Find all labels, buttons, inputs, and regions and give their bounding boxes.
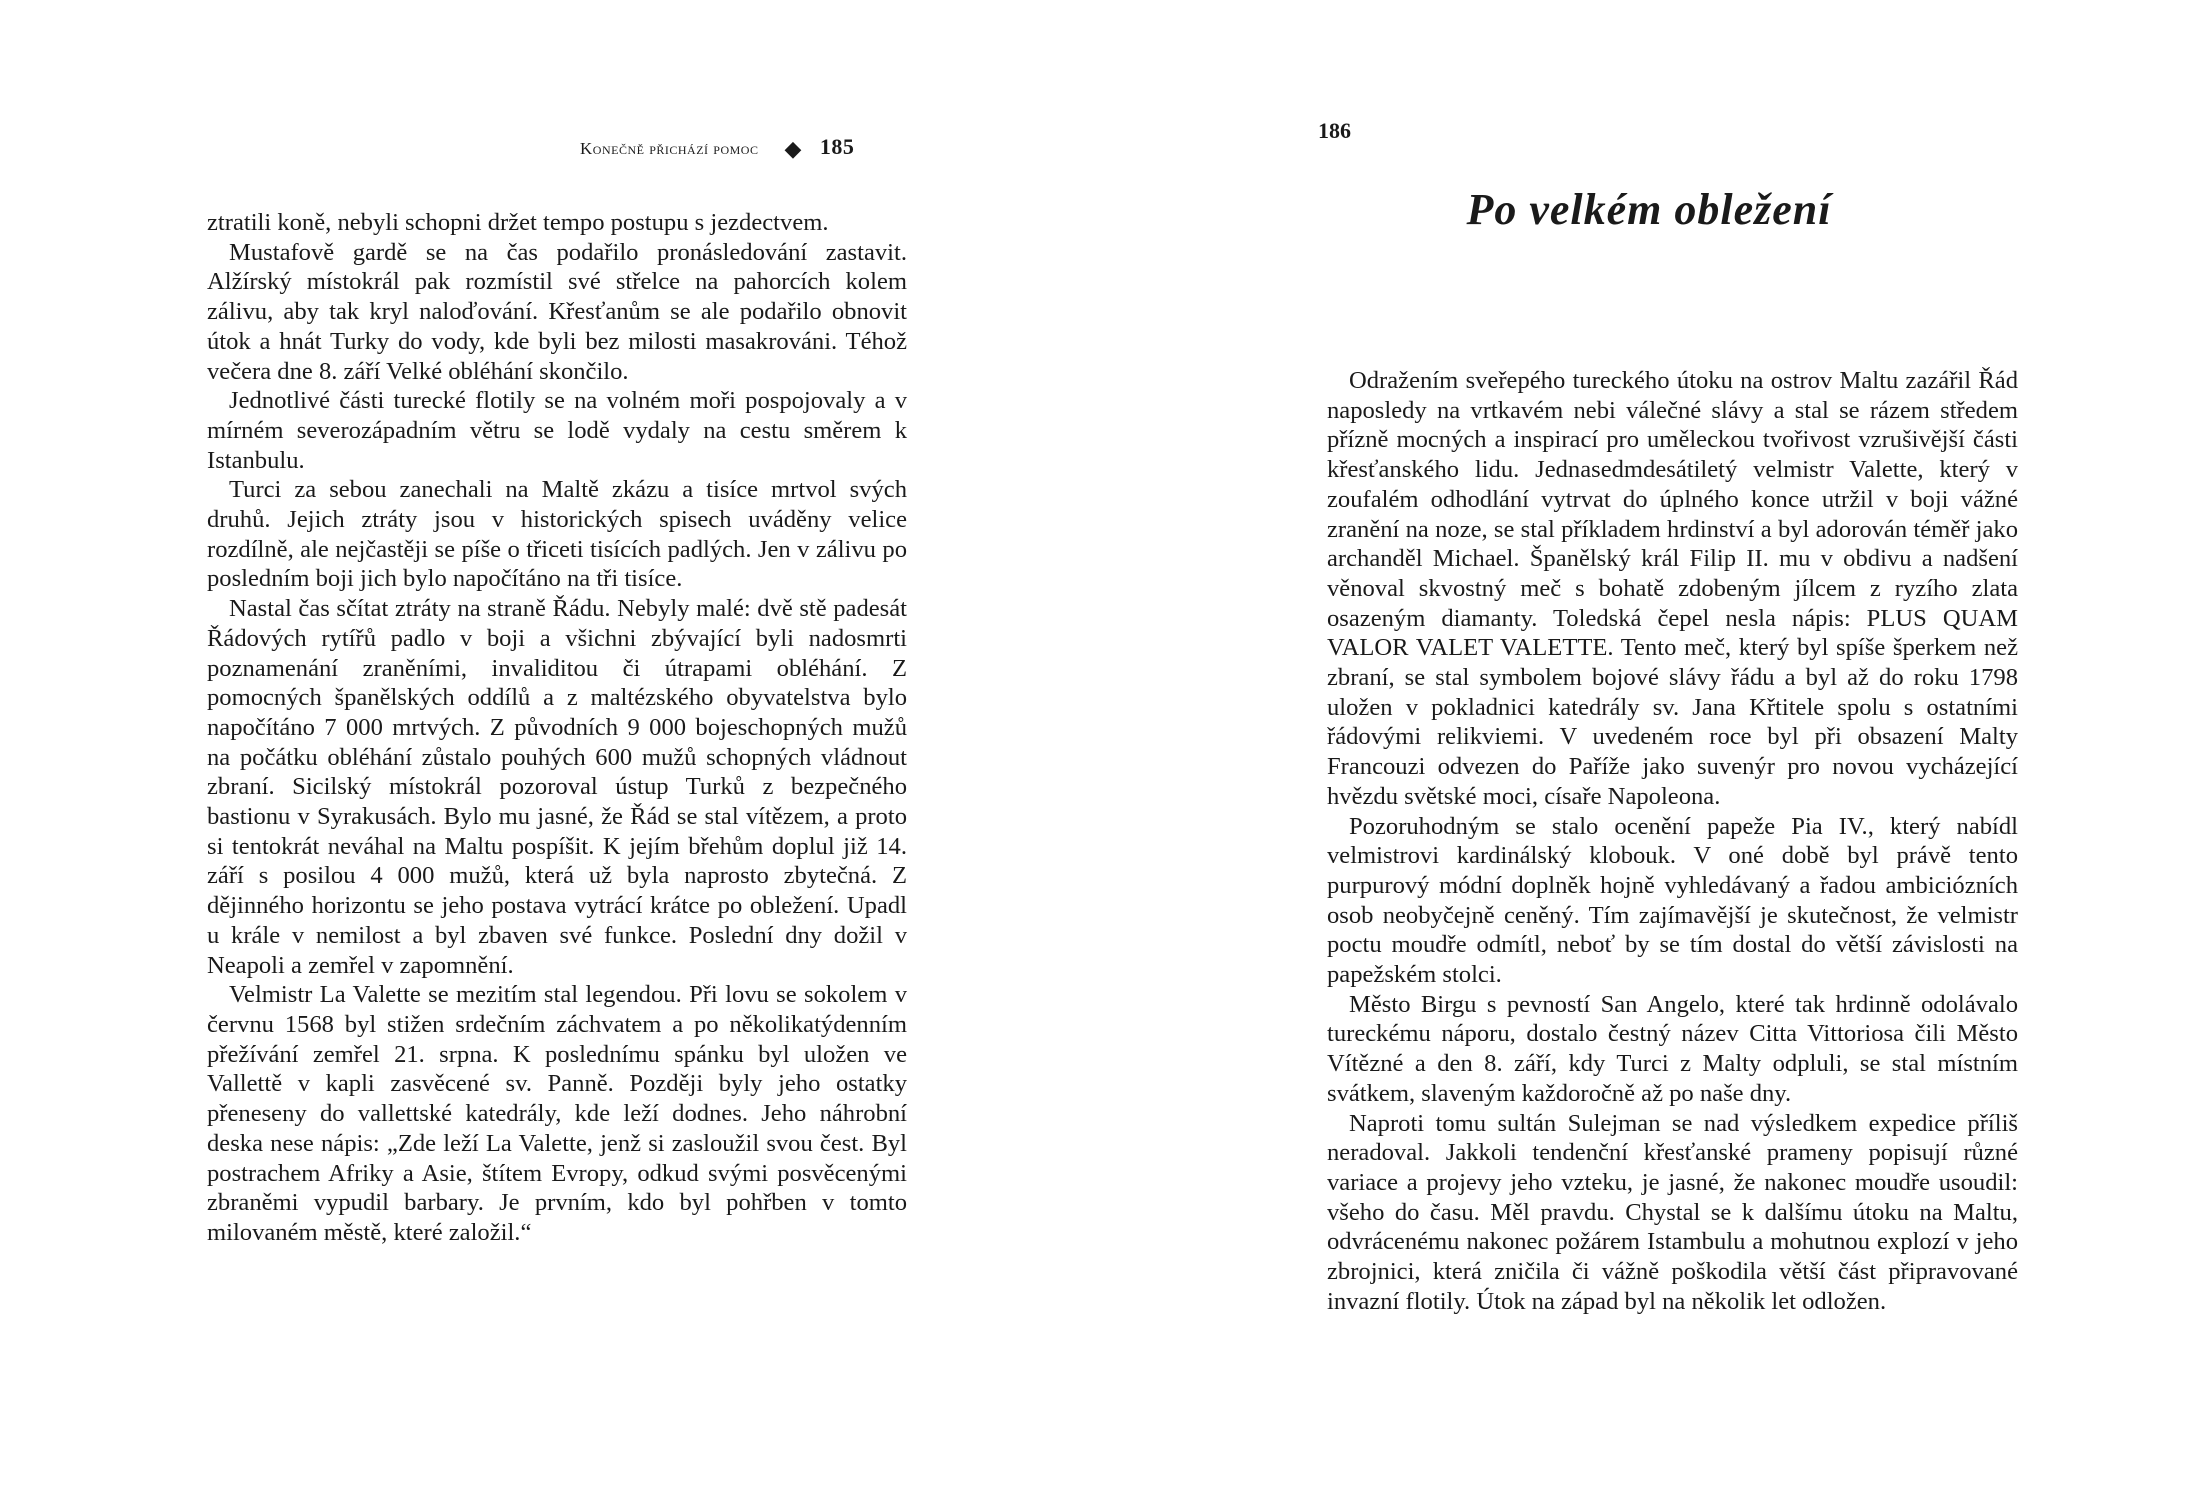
paragraph: Město Birgu s pevností San Angelo, které tak hrdinně odolávalo tureckému náporu, dostalo čestný název Citta Vittoriosa čili Město Vítězné a den 8. září, kdy Turci z Malty odpluli, se stal místním svátkem, slaveným každoročně až po naše dny. bbox=[1327, 990, 2018, 1107]
paragraph: Turci za sebou zanechali na Maltě zkázu a tisíce mrtvol svých druhů. Jejich ztráty jsou v historických spisech uváděny velice rozdílně, ale nejčastěji se píše o třiceti tisících padlých. Jen v zálivu po posledním boji jich bylo napočítáno na tři tisíce. bbox=[207, 476, 907, 593]
paragraph: Velmistr La Valette se mezitím stal legendou. Při lovu se sokolem v červnu 1568 byl stižen srdečním záchvatem a po několikatýdenním přežívání zemřel 21. srpna. K poslednímu spánku byl uložen ve Vallettě v kapli zasvěcené sv. Panně. Později byly jeho ostatky přeneseny do vallettské katedrály, kde leží dodnes. Jeho náhrobní deska nese nápis: „Zde leží La Valette, jenž si zasloužil svou čest. Byl postrachem Afriky a Asie, štítem Evropy, odkud svými posvěcenými zbraněmi vypudil barbary. Je prvním, kdo byl pohřben v tomto milovaném městě, které založil.“ bbox=[207, 981, 907, 1246]
paragraph: Pozoruhodným se stalo ocenění papeže Pia IV., který nabídl velmistrovi kardinálský klobouk. V oné době byl právě tento purpurový módní doplněk hojně vyhledávaný a řadou ambiciózních osob neobyčejně ceněný. Tím zajímavější je skutečnost, že velmistr poctu moudře odmítl, neboť by se tím dostal do větší závislosti na papežském stolci. bbox=[1327, 812, 2018, 989]
paragraph: ztratili koně, nebyli schopni držet tempo postupu s jezdectvem. bbox=[207, 209, 829, 236]
page-number-right: 186 bbox=[1318, 118, 1351, 143]
left-body-text bbox=[207, 208, 907, 1248]
paragraph: Jednotlivé části turecké flotily se na volném moři pospojovaly a v mírném severozápadním větru se lodě vydaly na cestu směrem k Istanbulu. bbox=[207, 387, 907, 474]
page-number-left: 185 bbox=[819, 134, 855, 159]
running-head-title: Konečně přichází pomoc bbox=[580, 139, 759, 158]
diamond-ornament-icon: ◆ bbox=[784, 136, 802, 161]
right-page bbox=[1105, 0, 2210, 1500]
right-body-text bbox=[1327, 366, 2018, 1317]
paragraph: Mustafově gardě se na čas podařilo pronásledování zastavit. Alžírský místokrál pak rozmístil své střelce na pahorcích kolem zálivu, aby tak kryl naloďování. Křesťanům se ale podařilo obnovit útok a hnát Turky do vody, kde byli bez milosti masakrováni. Téhož večera dne 8. září Velké obléhání skončilo. bbox=[207, 238, 907, 385]
chapter-title: Po velkém obležení bbox=[1466, 185, 1832, 234]
paragraph: Nastal čas sčítat ztráty na straně Řádu. Nebyly malé: dvě stě padesát Řádových rytířů padlo v boji a všichni zbývající byli nadosmrti poznamenání zraněními, invaliditou či útrapami obléhání. Z pomocných španělských oddílů a z maltézského obyvatelstva bylo napočítáno 7 000 mrtvých. Z původních 9 000 bojeschopných mužů na počátku obléhání zůstalo pouhých 600 mužů schopných vládnout zbraní. Sicilský místokrál pozoroval ústup Turků z bezpečného bastionu v Syrakusách. Bylo mu jasné, že Řád se stal vítězem, a proto si tentokrát neváhal na Maltu pospíšit. K jejím břehům doplul již 14. září s posilou 4 000 mužů, která už byla naprosto zbytečná. Z dějinného horizontu se jeho postava vytrácí krátce po obležení. Upadl u krále v nemilost a byl zbaven své funkce. Poslední dny dožil v Neapoli a zemřel v zapomnění. bbox=[207, 595, 907, 979]
paragraph: Odražením sveřepého tureckého útoku na ostrov Maltu zazářil Řád naposledy na vrtkavém nebi válečné slávy a stal se rázem středem přízně mocných a inspirací pro uměleckou tvořivost vzrušivější části křesťanského lidu. Jednasedmdesátiletý velmistr Valette, který v zoufalém odhodlání vytrvat do úplného konce utržil v boji vážné zranění na noze, se stal příkladem hrdinství a byl adorován téměř jako archanděl Michael. Španělský král Filip II. mu v obdivu a nadšení věnoval skvostný meč s bohatě zdobeným jílcem z ryzího zlata osazeným diamanty. Toledská čepel nesla nápis: PLUS QUAM VALOR VALET VALETTE. Tento meč, který byl spíše šperkem než zbraní, se stal symbolem bojové slávy řádu a byl až do roku 1798 uložen v pokladnici katedrály sv. Jana Křtitele spolu s ostatními řádovými relikviemi. V uvedeném roce byl při obsazení Malty Francouzi odvezen do Paříže jako suvenýr pro novou vycházející hvězdu světské moci, císaře Napoleona. bbox=[1327, 367, 2018, 810]
paragraph: Naproti tomu sultán Sulejman se nad výsledkem expedice příliš neradoval. Jakkoli tendenční křesťanské prameny popisují různé variace a projevy jeho vzteku, je jasné, že nakonec moudře usoudil: všeho do času. Měl pravdu. Chystal se k dalšímu útoku na Maltu, odvrácenému nakonec požárem Istambulu a mohutnou explozí v jeho zbrojnici, která zničila či vážně poškodila větší část připravované invazní flotily. Útok na západ byl na několik let odložen. bbox=[1327, 1109, 2018, 1315]
running-head bbox=[580, 134, 854, 160]
